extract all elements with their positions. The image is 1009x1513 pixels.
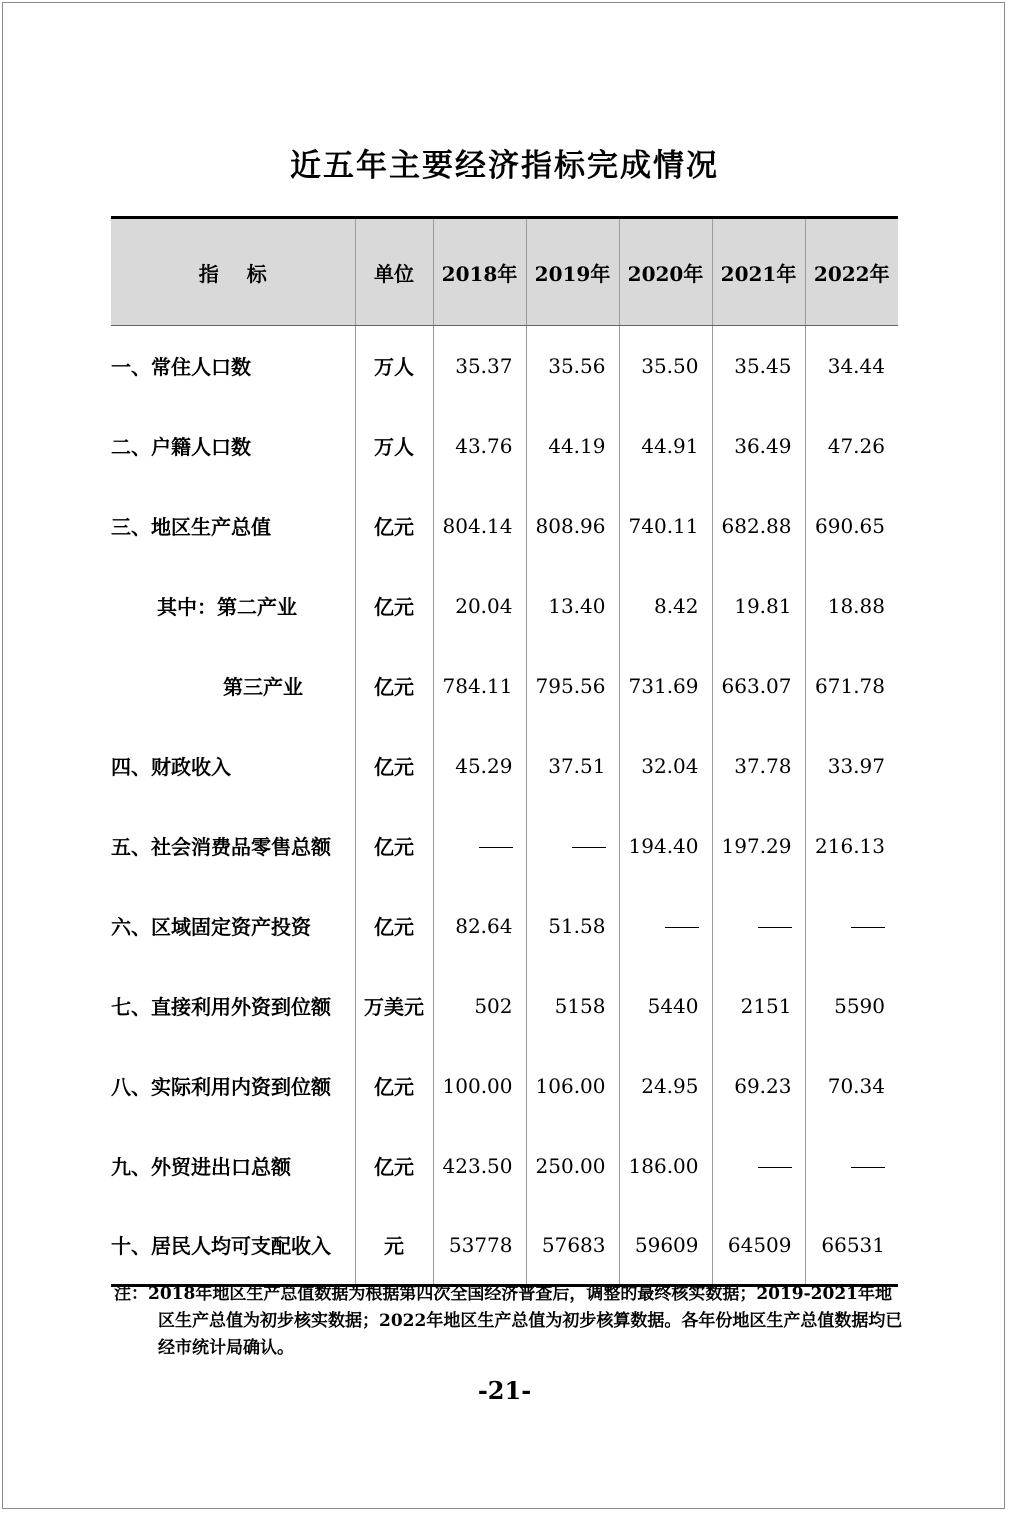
value-cell: 33.97	[805, 726, 898, 806]
row-unit: 亿元	[355, 566, 433, 646]
table-row	[111, 726, 898, 806]
value-cell: 43.76	[433, 406, 526, 486]
row-label: 六、区域固定资产投资	[111, 915, 311, 939]
header-year: 2020年	[619, 218, 712, 326]
dash-mark	[758, 927, 792, 928]
value-cell: 64509	[712, 1206, 805, 1286]
header-indicator: 指标	[111, 218, 355, 326]
economic-indicators-table	[111, 216, 898, 1287]
row-label: 九、外贸进出口总额	[111, 1155, 291, 1179]
value-cell: 784.11	[433, 646, 526, 726]
page-title: 近五年主要经济指标完成情况	[290, 148, 719, 184]
value-cell: 35.37	[433, 326, 526, 406]
value-cell: 5158	[526, 966, 619, 1046]
value-cell: 423.50	[433, 1126, 526, 1206]
value-cell: 671.78	[805, 646, 898, 726]
value-cell: 690.65	[805, 486, 898, 566]
empty-value-dash	[712, 1126, 805, 1206]
header-year: 2021年	[712, 218, 805, 326]
row-label: 其中：第二产业	[157, 595, 297, 619]
empty-value-dash	[619, 886, 712, 966]
value-cell: 37.78	[712, 726, 805, 806]
row-unit: 亿元	[355, 1046, 433, 1126]
value-cell: 197.29	[712, 806, 805, 886]
value-cell: 59609	[619, 1206, 712, 1286]
value-cell: 34.44	[805, 326, 898, 406]
dash-mark	[665, 927, 699, 928]
row-label: 十、居民人均可支配收入	[111, 1234, 331, 1259]
value-cell: 731.69	[619, 646, 712, 726]
table-row	[111, 486, 898, 566]
value-cell: 24.95	[619, 1046, 712, 1126]
value-cell: 8.42	[619, 566, 712, 646]
value-cell: 13.40	[526, 566, 619, 646]
empty-value-dash	[805, 886, 898, 966]
table-row	[111, 326, 898, 406]
row-label: 三、地区生产总值	[111, 515, 271, 539]
table-row	[111, 966, 898, 1046]
value-cell: 35.56	[526, 326, 619, 406]
row-unit: 亿元	[355, 806, 433, 886]
value-cell: 32.04	[619, 726, 712, 806]
row-label: 四、财政收入	[111, 755, 231, 779]
value-cell: 53778	[433, 1206, 526, 1286]
value-cell: 804.14	[433, 486, 526, 566]
value-cell: 37.51	[526, 726, 619, 806]
value-cell: 216.13	[805, 806, 898, 886]
page-number: -21-	[477, 1376, 532, 1405]
value-cell: 100.00	[433, 1046, 526, 1126]
value-cell: 808.96	[526, 486, 619, 566]
value-cell: 795.56	[526, 646, 619, 726]
table-row	[111, 1126, 898, 1206]
table-row	[111, 566, 898, 646]
row-label: 二、户籍人口数	[111, 435, 251, 459]
empty-value-dash	[433, 806, 526, 886]
row-unit: 亿元	[355, 726, 433, 806]
dash-mark	[479, 847, 513, 848]
dash-mark	[851, 1167, 885, 1168]
value-cell: 18.88	[805, 566, 898, 646]
footnote-text: 注：2018年地区生产总值数据为根据第四次全国经济普查后，调整的最终核实数据；2019-2021年地区生产总值为初步核实数据；2022年地区生产总值为初步核算数据。各年份地区生产总值数据均已经市统计局确认。	[114, 1284, 903, 1358]
table-row	[111, 1206, 898, 1286]
table-row	[111, 806, 898, 886]
row-label: 七、直接利用外资到位额	[111, 995, 331, 1019]
value-cell: 35.50	[619, 326, 712, 406]
value-cell: 44.91	[619, 406, 712, 486]
header-year: 2018年	[433, 218, 526, 326]
dash-mark	[851, 927, 885, 928]
table-header-row	[111, 218, 898, 326]
value-cell: 502	[433, 966, 526, 1046]
dash-mark	[758, 1167, 792, 1168]
value-cell: 5440	[619, 966, 712, 1046]
row-label: 一、常住人口数	[111, 355, 251, 380]
dash-mark	[572, 847, 606, 848]
value-cell: 682.88	[712, 486, 805, 566]
value-cell: 70.34	[805, 1046, 898, 1126]
row-label: 五、社会消费品零售总额	[111, 835, 331, 859]
value-cell: 20.04	[433, 566, 526, 646]
header-unit: 单位	[355, 218, 433, 326]
value-cell: 44.19	[526, 406, 619, 486]
table-row	[111, 406, 898, 486]
value-cell: 186.00	[619, 1126, 712, 1206]
row-unit: 亿元	[355, 1126, 433, 1206]
value-cell: 106.00	[526, 1046, 619, 1126]
value-cell: 51.58	[526, 886, 619, 966]
value-cell: 2151	[712, 966, 805, 1046]
value-cell: 740.11	[619, 486, 712, 566]
row-unit: 万人	[355, 326, 433, 406]
value-cell: 82.64	[433, 886, 526, 966]
row-unit: 万人	[355, 406, 433, 486]
value-cell: 45.29	[433, 726, 526, 806]
value-cell: 36.49	[712, 406, 805, 486]
value-cell: 35.45	[712, 326, 805, 406]
footnote	[114, 1281, 904, 1362]
table-row	[111, 886, 898, 966]
row-unit: 亿元	[355, 646, 433, 726]
empty-value-dash	[526, 806, 619, 886]
value-cell: 19.81	[712, 566, 805, 646]
value-cell: 69.23	[712, 1046, 805, 1126]
row-label: 八、实际利用内资到位额	[111, 1075, 331, 1099]
row-unit: 万美元	[355, 966, 433, 1046]
header-year: 2022年	[805, 218, 898, 326]
table-row	[111, 1046, 898, 1126]
empty-value-dash	[805, 1126, 898, 1206]
value-cell: 5590	[805, 966, 898, 1046]
row-unit: 亿元	[355, 486, 433, 566]
value-cell: 66531	[805, 1206, 898, 1286]
value-cell: 663.07	[712, 646, 805, 726]
row-unit: 亿元	[355, 886, 433, 966]
row-unit: 元	[355, 1206, 433, 1286]
table-body	[111, 326, 898, 1286]
table-row	[111, 646, 898, 726]
empty-value-dash	[712, 886, 805, 966]
value-cell: 250.00	[526, 1126, 619, 1206]
value-cell: 57683	[526, 1206, 619, 1286]
row-label: 第三产业	[223, 675, 303, 699]
value-cell: 47.26	[805, 406, 898, 486]
value-cell: 194.40	[619, 806, 712, 886]
header-year: 2019年	[526, 218, 619, 326]
